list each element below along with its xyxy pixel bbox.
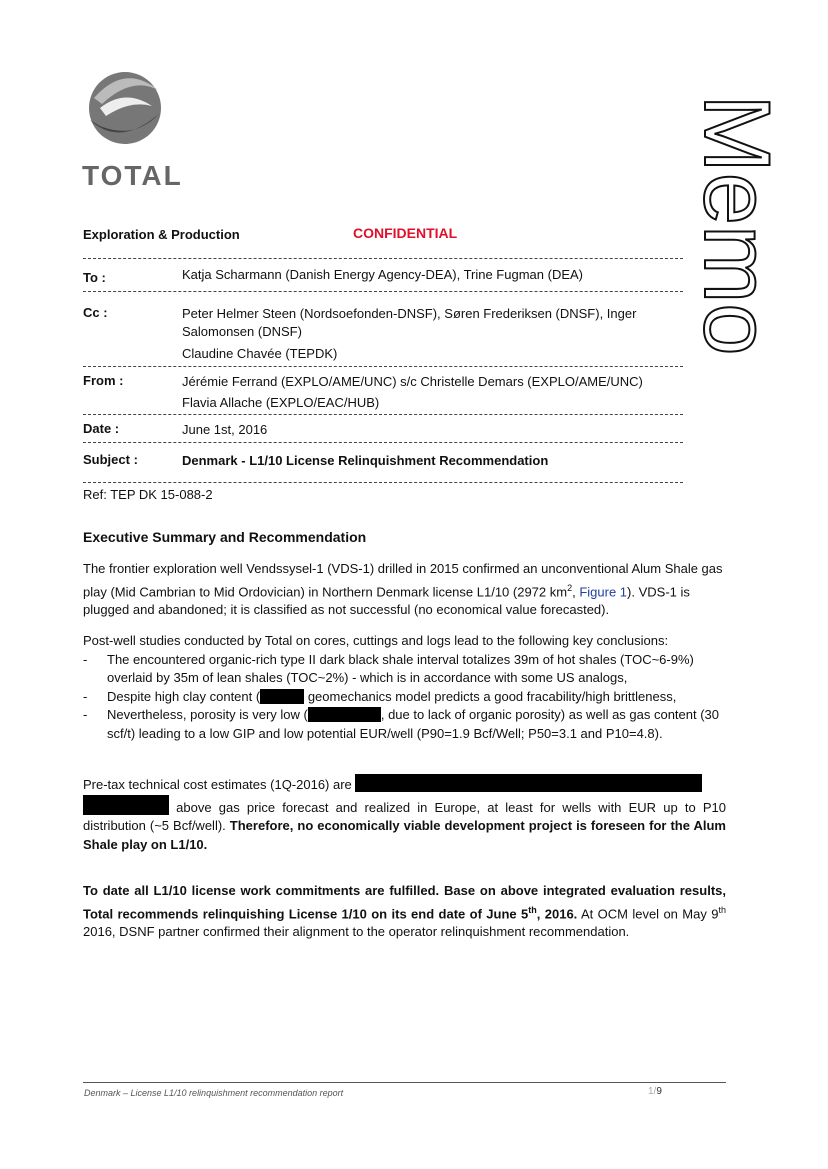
to-value: Katja Scharmann (Danish Energy Agency-DEA), Trine Fugman (DEA): [182, 267, 584, 282]
divider: [83, 291, 683, 292]
footer-divider: [83, 1082, 726, 1083]
divider: [83, 482, 683, 483]
p4-text-bold-b: , 2016.: [536, 905, 578, 921]
page-current: 1/: [648, 1086, 657, 1097]
division-label: Exploration & Production: [83, 227, 240, 242]
from-value-line1: Jérémie Ferrand (EXPLO/AME/UNC) s/c Christelle Demars (EXPLO/AME/UNC): [182, 374, 643, 389]
p4-sup-1: th: [528, 904, 537, 915]
list-item: - The encountered organic-rich type II dark black shale interval totalizes 39m of hot shales (TOC~6-9%) overlaid by 35m of lean shales (TOC~2%) - which is in accordance with some US analogs,: [83, 651, 694, 685]
divider: [83, 258, 683, 259]
cc-label: Cc :: [83, 305, 108, 320]
redaction-box: [308, 707, 381, 722]
p1-text-b: ,: [572, 583, 580, 599]
cc-value-line3: Claudine Chavée (TEPDK): [182, 346, 338, 361]
redaction-box: [260, 689, 304, 704]
p1-sup: 2: [567, 582, 573, 593]
p4-text-bold-a: To date all L1/10 license work commitments are fulfilled. Base on above integrated evaluation results, Total recommends relinquishing License 1/10 on its end date of June 5: [83, 883, 726, 921]
date-label: Date :: [83, 421, 120, 436]
p3-text-b: above gas price forecast and realized in Europe, at least for wells with EUR up to P10 distribution (~5 Bcf/well).: [83, 799, 726, 833]
bullet-3-text-b: , due to lack of organic porosity) as well as gas content (30 scf/t) leading to a low GIP and low potential EUR/well (P90=1.9 Bcf/Well; P50=3.1 and P10=4.8).: [107, 707, 720, 741]
figure-1-link[interactable]: Figure 1: [579, 583, 628, 599]
brand-name: TOTAL: [82, 160, 183, 191]
redaction-box: [355, 774, 702, 792]
from-label: From :: [83, 373, 124, 388]
reference: Ref: TEP DK 15-088-2: [83, 487, 213, 502]
page-number: [648, 1086, 662, 1097]
redaction-box: [83, 795, 169, 815]
classification-label: CONFIDENTIAL: [353, 225, 458, 241]
total-logo-icon: [80, 68, 190, 158]
subject-value: Denmark - L1/10 License Relinquishment Recommendation: [182, 453, 549, 468]
section-title: Executive Summary and Recommendation: [83, 529, 367, 545]
divider: [83, 414, 683, 415]
to-label: To :: [83, 270, 106, 285]
p4-text-c: At OCM level on May 9: [577, 905, 719, 921]
p1-text: The frontier exploration well Vendssysel-1 (VDS-1) drilled in 2015 confirmed an unconventional Alum Shale gas play (Mid Cambrian to Mid Ordovician) in Northern Denmark license L1/10 (2972 km: [83, 561, 723, 599]
list-item: - Nevertheless, porosity is very low ( , due to lack of organic porosity) as well as gas content (30 scf/t) leading to a low GIP and low potential EUR/well (P90=1.9 Bcf/Well; P50=3.1 and P10=4.8).: [83, 707, 720, 741]
paragraph-3: [83, 774, 726, 854]
footer-title: Denmark – License L1/10 relinquishment recommendation report: [84, 1088, 344, 1098]
header-row: [83, 227, 683, 242]
p3-text-bold: Therefore, no economically viable development project is foreseen for the Alum Shale play on L1/10.: [83, 818, 726, 852]
bullet-2-text-a: Despite high clay content (: [107, 688, 261, 704]
bullet-2-text-b: geomechanics model predicts a good fracability/high brittleness,: [304, 688, 677, 704]
divider: [83, 366, 683, 367]
p1-text-c: ). VDS-1 is plugged and abandoned; it is classified as not successful (no economical value forecasted).: [83, 583, 690, 618]
list-item: - Despite high clay content ( geomechanics model predicts a good fracability/high brittleness,: [83, 688, 677, 704]
cc-value-line1: Peter Helmer Steen (Nordsoefonden-DNSF), Søren Frederiksen (DNSF), Inger: [182, 306, 637, 321]
paragraph-4: [83, 882, 726, 942]
divider: [83, 442, 683, 443]
cc-value-line2: Salomonsen (DNSF): [182, 324, 302, 339]
page-total: 9: [656, 1086, 662, 1097]
date-value: June 1st, 2016: [182, 422, 268, 437]
bullet-3-text-a: Nevertheless, porosity is very low (: [107, 707, 308, 722]
paragraph-2: [83, 632, 726, 743]
p4-sup-2: th: [718, 904, 726, 915]
memo-word: Memo: [685, 94, 791, 356]
p4-text-d: 2016, DSNF partner confirmed their alignment to the operator relinquishment recommendation.: [83, 924, 630, 940]
p2-intro: Post-well studies conducted by Total on cores, cuttings and logs lead to the following key conclusions:: [83, 633, 669, 648]
subject-label: Subject :: [83, 452, 138, 467]
p3-text-a: Pre-tax technical cost estimates (1Q-2016) are: [83, 777, 352, 792]
from-value-line2: Flavia Allache (EXPLO/EAC/HUB): [182, 395, 380, 410]
memo-vertical-title: [685, 70, 791, 380]
bullet-1-text: The encountered organic-rich type II dark black shale interval totalizes 39m of hot shales (TOC~6-9%) overlaid by 35m of lean shales (TOC~2%) - which is in accordance with some US analogs,: [107, 651, 694, 685]
paragraph-1: [83, 560, 726, 620]
